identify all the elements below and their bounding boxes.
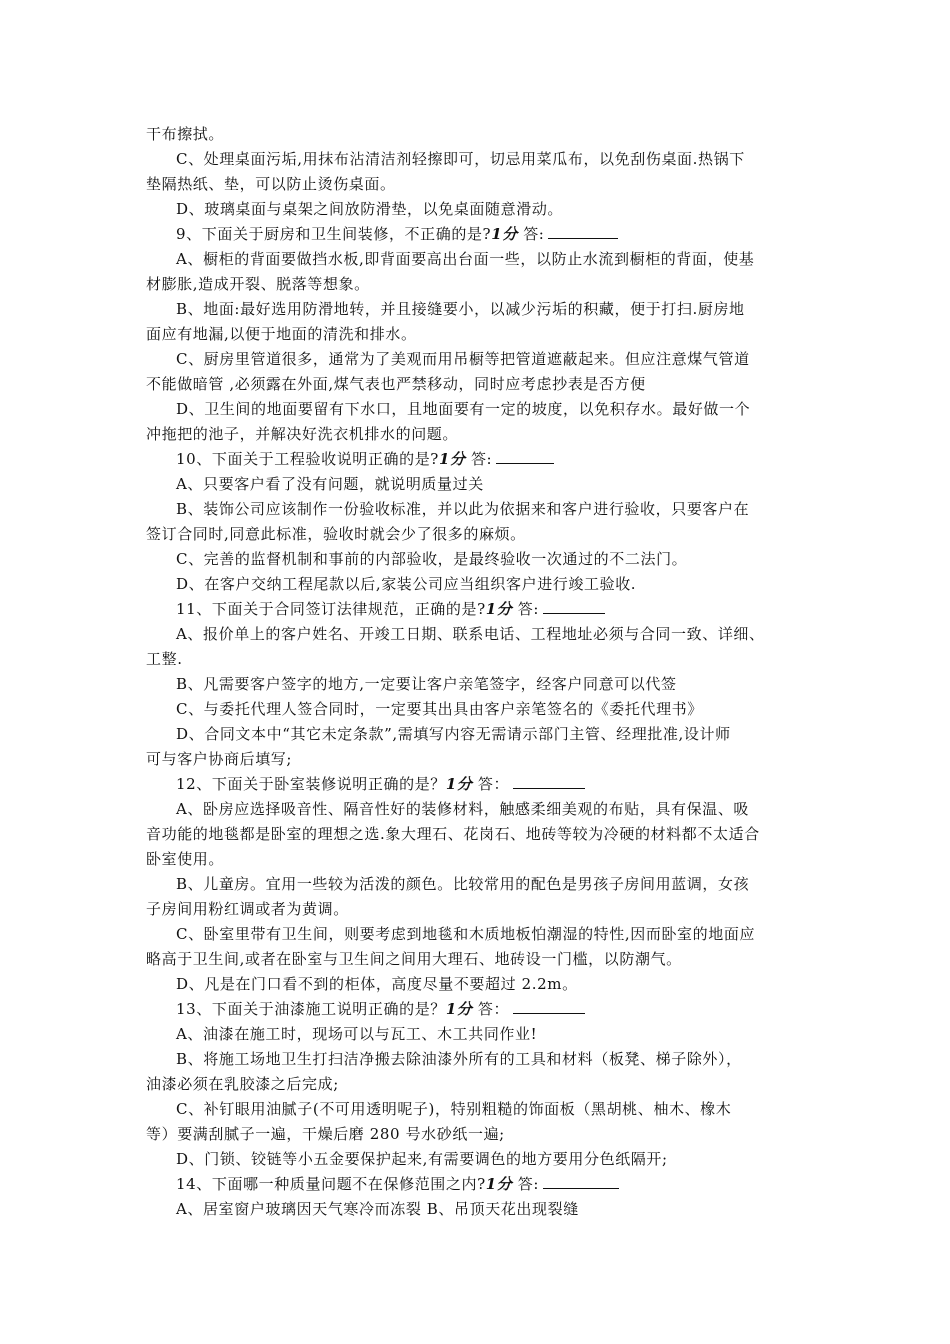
question-text: 11、下面关于合同签订法律规范，正确的是? (176, 600, 486, 618)
question-text: 14、下面哪一种质量问题不在保修范围之内? (176, 1175, 486, 1193)
text-line: D、卫生间的地面要留有下水口，且地面要有一定的坡度，以免积存水。最好做一个 (176, 400, 751, 418)
text-line: 垫隔热纸、垫，可以防止烫伤桌面。 (146, 175, 396, 193)
answer-blank[interactable] (543, 1174, 619, 1189)
text-line: 工整. (146, 650, 183, 668)
answer-blank[interactable] (513, 774, 585, 789)
score-label: 1分 (485, 1175, 513, 1193)
text-line: 油漆必须在乳胶漆之后完成; (146, 1075, 339, 1093)
text-line: D、在客户交纳工程尾款以后,家装公司应当组织客户进行竣工验收. (176, 575, 637, 593)
answer-blank[interactable] (496, 449, 554, 464)
text-line: B、儿童房。宜用一些较为活泼的颜色。比较常用的配色是男孩子房间用蓝调，女孩 (176, 875, 750, 893)
text-line: A、只要客户看了没有问题，就说明质量过关 (176, 475, 484, 493)
text-line: 签订合同时,同意此标准，验收时就会少了很多的麻烦。 (146, 525, 526, 543)
text-line: C、补钉眼用油腻子(不可用透明呢子)，特别粗糙的饰面板（黑胡桃、柚木、橡木 (176, 1100, 732, 1118)
text-line: 干布擦拭。 (146, 125, 225, 143)
text-line: 子房间用粉红调或者为黄调。 (146, 900, 349, 918)
score-label: 1分 (491, 225, 518, 243)
question-text: 9、下面关于厨房和卫生间装修，不正确的是? (176, 225, 492, 243)
text-line: 可与客户协商后填写; (146, 750, 293, 768)
text-line: D、合同文本中“其它未定条款”,需填写内容无需请示部门主管、经理批准,设计师 (176, 725, 731, 743)
text-line: C、与委托代理人签合同时，一定要其出具由客户亲笔签名的《委托代理书》 (176, 700, 703, 718)
answer-label: 答: (470, 450, 493, 468)
text-line: 面应有地漏,以便于地面的清洗和排水。 (146, 325, 417, 343)
question-line (176, 598, 605, 620)
question-text: 10、下面关于工程验收说明正确的是? (176, 450, 439, 468)
text-line: A、居室窗户玻璃因天气寒冷而冻裂 B、吊顶天花出现裂缝 (176, 1200, 579, 1218)
question-line (176, 223, 618, 245)
question-text: 13、下面关于油漆施工说明正确的是？ (176, 1000, 446, 1018)
text-line: 不能做暗管 ,必须露在外面,煤气表也严禁移动，同时应考虑抄表是否方便 (146, 375, 646, 393)
text-line: B、装饰公司应该制作一份验收标准，并以此为依据来和客户进行验收，只要客户在 (176, 500, 750, 518)
answer-label: 答: (517, 1175, 540, 1193)
text-line: B、凡需要客户签字的地方,一定要让客户亲笔签字，经客户同意可以代签 (176, 675, 677, 693)
score-label: 1分 (445, 775, 473, 793)
text-line: C、完善的监督机制和事前的内部验收，是最终验收一次通过的不二法门。 (176, 550, 688, 568)
text-line: B、将施工场地卫生打扫洁净搬去除油漆外所有的工具和材料（板凳、梯子除外）， (176, 1050, 742, 1068)
text-line: C、处理桌面污垢,用抹布沾清洁剂轻擦即可，切忌用菜瓜布，以免刮伤桌面.热锅下 (176, 150, 745, 168)
text-line: 略高于卫生间,或者在卧室与卫生间之间用大理石、地砖设一门槛，以防潮气。 (146, 950, 682, 968)
text-line: 音功能的地毯都是卧室的理想之选.象大理石、花岗石、地砖等较为冷硬的材料都不太适合 (146, 825, 760, 843)
score-label: 1分 (485, 600, 513, 618)
text-line: A、卧房应选择吸音性、隔音性好的装修材料，触感柔细美观的布贴，具有保温、吸 (176, 800, 750, 818)
answer-label: 答: (523, 225, 545, 243)
answer-label: 答： (477, 775, 510, 793)
score-label: 1分 (445, 1000, 473, 1018)
question-line (176, 773, 585, 795)
question-line (176, 1173, 619, 1195)
text-line: A、报价单上的客户姓名、开竣工日期、联系电话、工程地址必须与合同一致、详细、 (176, 625, 765, 643)
question-line (176, 448, 554, 470)
answer-blank[interactable] (513, 999, 585, 1014)
text-line: A、油漆在施工时，现场可以与瓦工、木工共同作业! (176, 1025, 538, 1043)
score-label: 1分 (438, 450, 466, 468)
text-line: D、门锁、铰链等小五金要保护起来,有需要调色的地方要用分色纸隔开; (176, 1150, 668, 1168)
answer-blank[interactable] (548, 224, 618, 239)
question-line (176, 998, 585, 1020)
text-line: D、凡是在门口看不到的柜体，高度尽量不要超过 2.2m。 (176, 975, 578, 993)
answer-blank[interactable] (543, 599, 605, 614)
text-line: 卧室使用。 (146, 850, 225, 868)
text-line: D、玻璃桌面与桌架之间放防滑垫，以免桌面随意滑动。 (176, 200, 564, 218)
question-text: 12、下面关于卧室装修说明正确的是？ (176, 775, 446, 793)
text-line: A、橱柜的背面要做挡水板,即背面要高出台面一些，以防止水流到橱柜的背面，使基 (176, 250, 755, 268)
text-line: 冲拖把的池子，并解决好洗衣机排水的问题。 (146, 425, 459, 443)
text-line: B、地面:最好选用防滑地转，并且接缝要小，以减少污垢的积藏，便于打扫.厨房地 (176, 300, 745, 318)
text-line: 等）要满刮腻子一遍，干燥后磨 280 号水砂纸一遍; (146, 1125, 505, 1143)
answer-label: 答: (517, 600, 540, 618)
text-line: 材膨胀,造成开裂、脱落等想象。 (146, 275, 370, 293)
text-line: C、卧室里带有卫生间，则要考虑到地毯和木质地板怕潮湿的特性,因而卧室的地面应 (176, 925, 756, 943)
answer-label: 答： (477, 1000, 510, 1018)
text-line: C、厨房里管道很多，通常为了美观而用吊橱等把管道遮蔽起来。但应注意煤气管道 (176, 350, 750, 368)
